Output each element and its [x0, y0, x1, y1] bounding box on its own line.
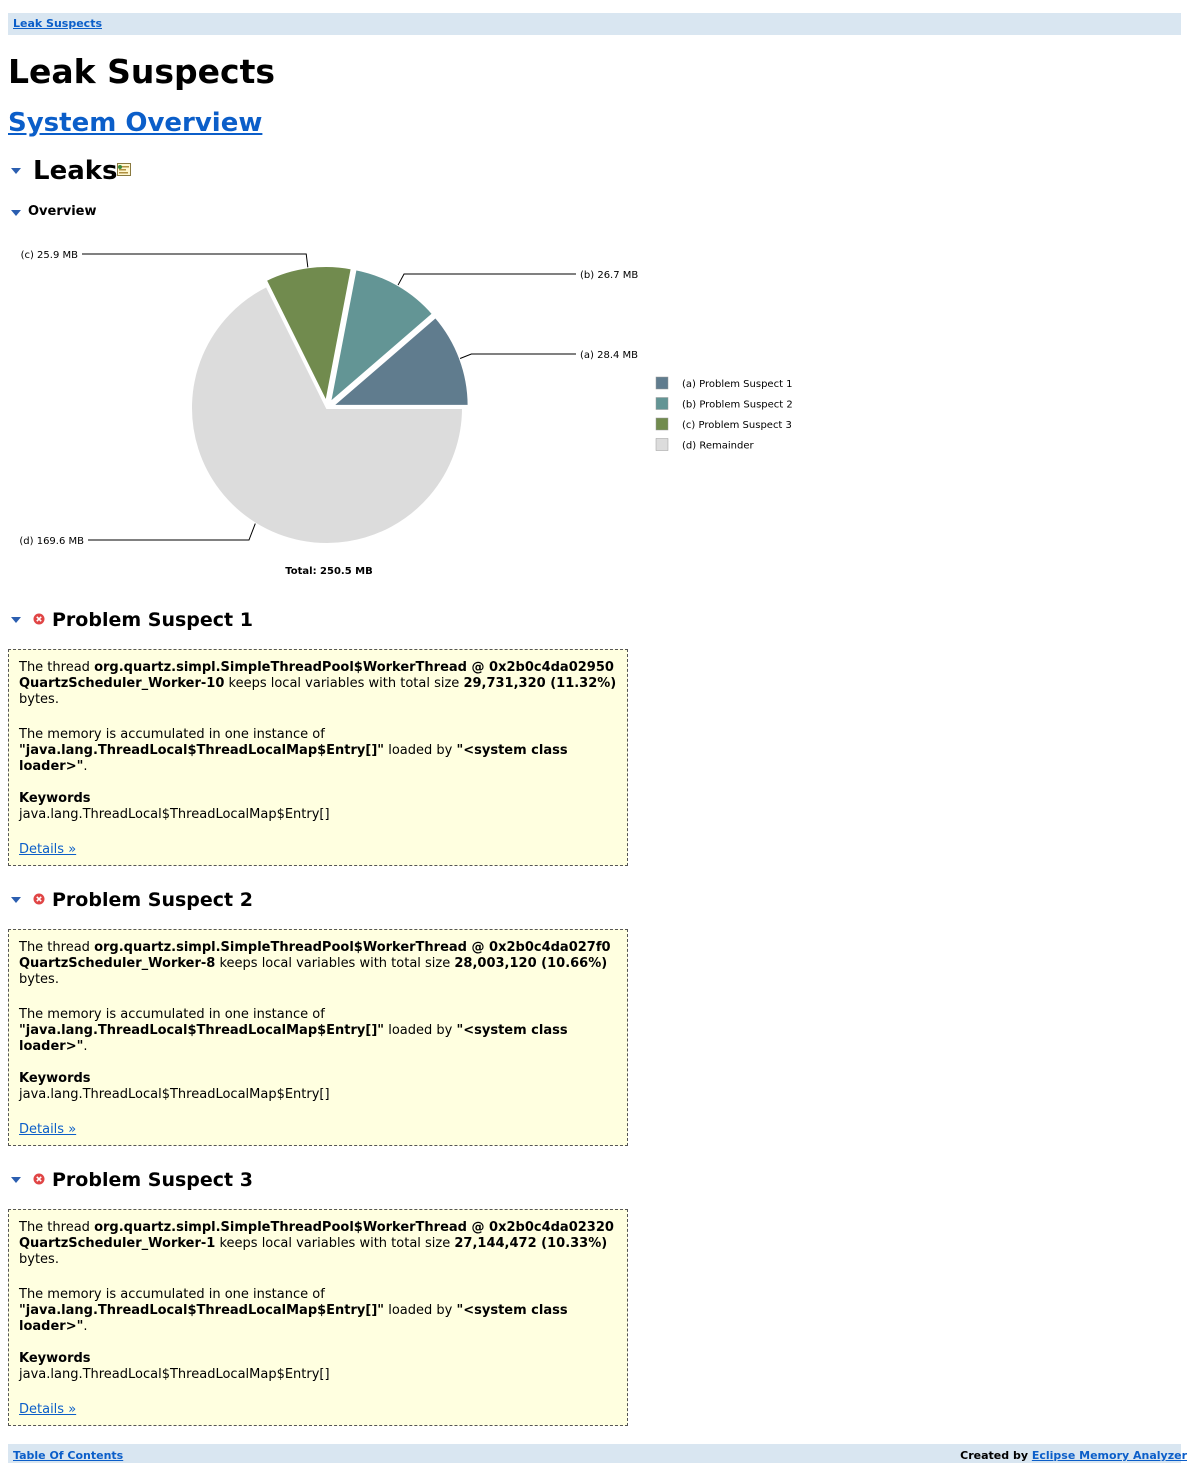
error-icon	[33, 893, 45, 905]
suspect-1-heading: Problem Suspect 1	[52, 609, 253, 631]
page-title: Leak Suspects	[8, 52, 275, 91]
legend-swatch	[656, 418, 668, 430]
keywords-label: Keywords	[19, 791, 91, 806]
suspect-3-collapse-triangle-icon[interactable]	[11, 1177, 21, 1183]
leaks-collapse-triangle-icon[interactable]	[11, 168, 21, 174]
suspect-2-description: The thread org.quartz.simpl.SimpleThreadPool$WorkerThread @ 0x2b0c4da027f0 QuartzScheduler_Worker-8 keeps local variables with total size 28,003,120 (10.66%) bytes. The memory is accumulated in one instance of "java.lang.ThreadLocal$ThreadLocalMap$Entry[]" loaded by "<system class loader>". Keywords java.lang.ThreadLocal$ThreadLocalMap$Entry[] Details »	[8, 929, 628, 1146]
pie-callout-line	[82, 254, 308, 267]
pie-slices	[191, 266, 469, 544]
legend-label: (a) Problem Suspect 1	[682, 379, 793, 390]
keywords-label: Keywords	[19, 1071, 91, 1086]
suspect-3-description: The thread org.quartz.simpl.SimpleThreadPool$WorkerThread @ 0x2b0c4da02320 QuartzScheduler_Worker-1 keeps local variables with total size 27,144,472 (10.33%) bytes. The memory is accumulated in one instance of "java.lang.ThreadLocal$ThreadLocalMap$Entry[]" loaded by "<system class loader>". Keywords java.lang.ThreadLocal$ThreadLocalMap$Entry[] Details »	[8, 1209, 628, 1426]
legend-label: (b) Problem Suspect 2	[682, 399, 793, 411]
keywords-value: java.lang.ThreadLocal$ThreadLocalMap$Entry[]	[19, 1367, 330, 1382]
suspect-1-description: The thread org.quartz.simpl.SimpleThreadPool$WorkerThread @ 0x2b0c4da02950 QuartzScheduler_Worker-10 keeps local variables with total size 29,731,320 (11.32%) bytes. The memory is accumulated in one instance of "java.lang.ThreadLocal$ThreadLocalMap$Entry[]" loaded by "<system class loader>". Keywords java.lang.ThreadLocal$ThreadLocalMap$Entry[] Details »	[8, 649, 628, 866]
suspect-2-heading: Problem Suspect 2	[52, 889, 253, 911]
keywords-value: java.lang.ThreadLocal$ThreadLocalMap$Entry[]	[19, 1087, 330, 1102]
suspect-1-details-link[interactable]: Details »	[19, 842, 77, 857]
pie-total-label: Total: 250.5 MB	[285, 566, 373, 577]
suspect-2-collapse-triangle-icon[interactable]	[11, 897, 21, 903]
error-icon	[33, 1173, 45, 1185]
leak-pie-chart	[0, 235, 800, 585]
breadcrumb-bar	[8, 13, 1181, 35]
details-icon[interactable]	[117, 163, 131, 176]
legend-swatch	[656, 398, 668, 410]
pie-legend	[656, 377, 793, 452]
breadcrumb-leak-suspects-link[interactable]: Leak Suspects	[13, 17, 102, 30]
pie-callout-line	[460, 354, 576, 359]
keywords-value: java.lang.ThreadLocal$ThreadLocalMap$Entry[]	[19, 807, 330, 822]
pie-callout-line	[398, 274, 576, 285]
overview-heading: Overview	[28, 204, 97, 219]
pie-callout-label: (a) 28.4 MB	[580, 350, 639, 361]
error-icon	[33, 613, 45, 625]
keywords-label: Keywords	[19, 1351, 91, 1366]
system-overview-link[interactable]: System Overview	[8, 108, 263, 138]
suspect-1-collapse-triangle-icon[interactable]	[11, 617, 21, 623]
pie-callout-line	[88, 524, 255, 540]
pie-callout-label: (b) 26.7 MB	[580, 270, 639, 281]
legend-label: (c) Problem Suspect 3	[682, 420, 792, 431]
eclipse-memory-analyzer-link[interactable]: Eclipse Memory Analyzer	[1031, 1449, 1187, 1462]
pie-callout-label: (c) 25.9 MB	[20, 250, 78, 261]
table-of-contents-link[interactable]: Table Of Contents	[13, 1449, 124, 1462]
leaks-heading: Leaks	[33, 156, 118, 186]
pie-callout-label: (d) 169.6 MB	[19, 536, 84, 547]
footer-bar	[8, 1444, 1187, 1463]
suspect-3-heading: Problem Suspect 3	[52, 1169, 253, 1191]
suspect-2-details-link[interactable]: Details »	[19, 1122, 77, 1137]
created-by-text: Created by Eclipse Memory Analyzer	[960, 1449, 1187, 1462]
legend-swatch	[656, 377, 668, 389]
suspect-3-details-link[interactable]: Details »	[19, 1402, 77, 1417]
legend-label: (d) Remainder	[682, 440, 754, 452]
overview-collapse-triangle-icon[interactable]	[11, 210, 21, 216]
legend-swatch	[656, 439, 668, 451]
